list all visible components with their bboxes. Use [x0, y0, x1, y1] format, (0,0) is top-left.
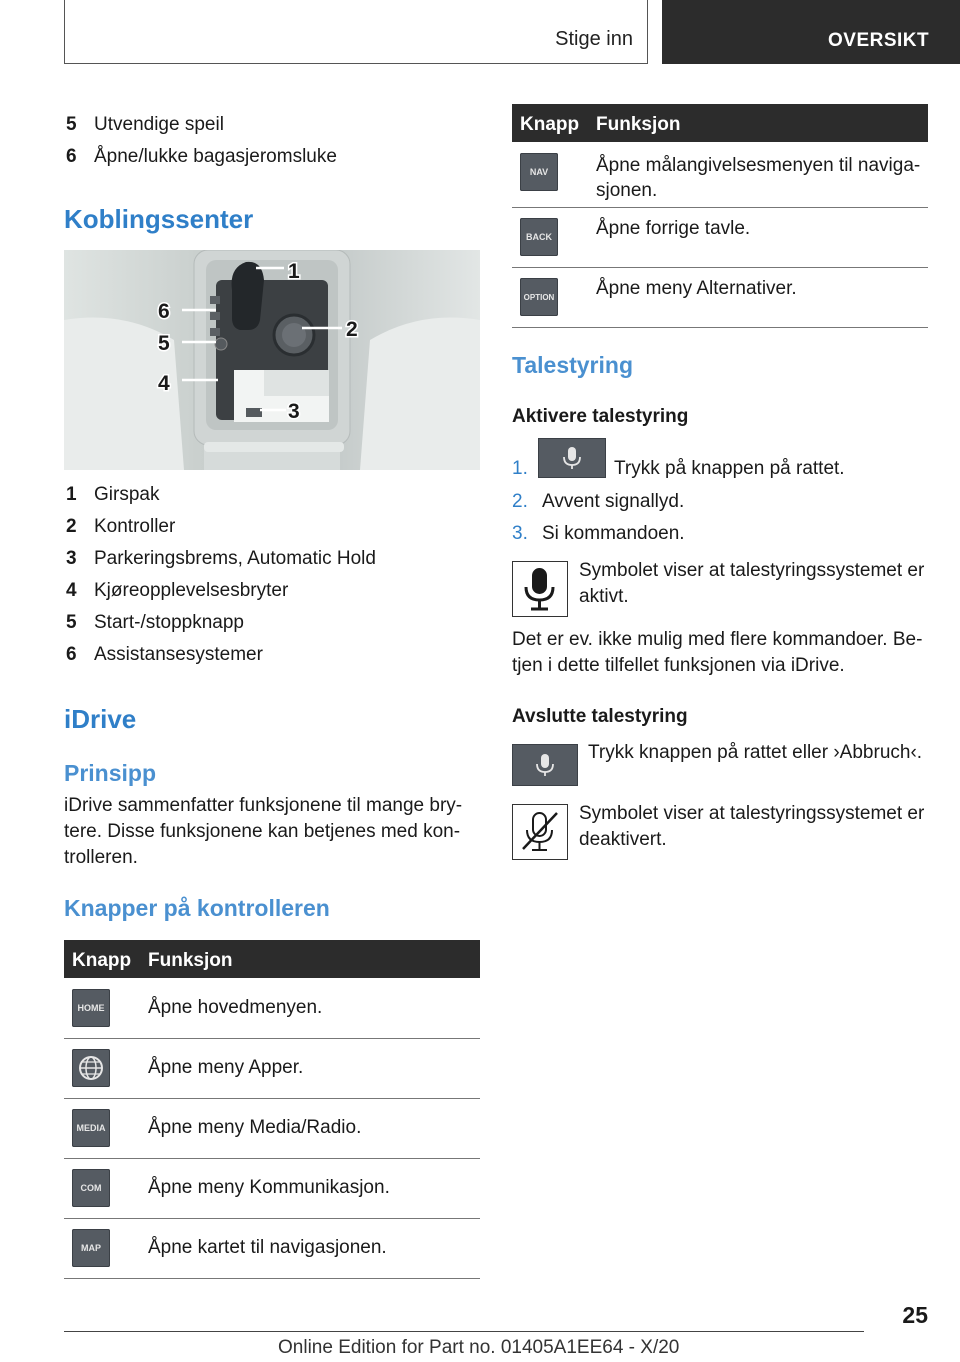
idrive-heading: iDrive: [64, 704, 137, 734]
table-cell: Åpne hovedmenyen.: [148, 997, 323, 1018]
prinsipp-heading: Prinsipp: [64, 760, 157, 786]
text-line: deaktivert.: [579, 829, 667, 850]
callout-3: 3: [288, 400, 300, 423]
cell-line: sjonen.: [596, 180, 658, 201]
step-text: Trykk på knappen på rattet.: [614, 458, 845, 479]
callout-1: 1: [288, 260, 300, 283]
list-number: 4: [66, 580, 77, 601]
list-text: Start-/stoppknapp: [94, 612, 244, 633]
center-console-photo: [64, 250, 480, 470]
col-header-knapp: Knapp: [520, 114, 580, 135]
page-number: 25: [902, 1302, 928, 1328]
callout-6: 6: [158, 300, 170, 323]
talestyring-heading: Talestyring: [512, 352, 633, 378]
com-button-icon: COM: [72, 1169, 110, 1207]
table-cell: Åpne meny Apper.: [148, 1057, 304, 1078]
body-line: trolleren.: [64, 847, 138, 868]
header-chapter-tab[interactable]: [64, 0, 648, 64]
list-number: 2: [66, 516, 77, 537]
table-row: [64, 979, 480, 1039]
step-text: Avvent signallyd.: [542, 491, 685, 512]
table-cell: Åpne meny Alternativer.: [596, 278, 797, 299]
table-cell: Åpne meny Media/Radio.: [148, 1117, 362, 1138]
callout-5: 5: [158, 332, 170, 355]
table-row: [512, 268, 928, 328]
steering-mic-button-icon: [512, 744, 578, 786]
map-button-icon: MAP: [72, 1229, 110, 1267]
text-line: Det er ev. ikke mulig med flere kommandoer. Be-: [512, 629, 923, 650]
list-text: Parkeringsbrems, Automatic Hold: [94, 548, 376, 569]
footer-divider: [64, 1331, 864, 1332]
step-number: 1.: [512, 458, 528, 479]
list-number: 6: [66, 146, 77, 167]
knapper-heading: Knapper på kontrolleren: [64, 895, 330, 921]
header-section-label: OVERSIKT: [828, 30, 930, 51]
microphone-active-icon: [512, 561, 568, 617]
table-header: [512, 104, 928, 142]
table-row: [512, 208, 928, 268]
table-header: [64, 940, 480, 978]
body-line: tere. Disse funksjonene kan betjenes med kon-: [64, 821, 461, 842]
media-button-icon: MEDIA: [72, 1109, 110, 1147]
nav-button-icon: NAV: [520, 153, 558, 191]
table-row: [64, 1039, 480, 1099]
list-number: 3: [66, 548, 77, 569]
aktivere-heading: Aktivere talestyring: [512, 406, 689, 427]
step-number: 2.: [512, 491, 528, 512]
col-header-knapp: Knapp: [72, 950, 132, 971]
header-chapter-label: Stige inn: [555, 28, 633, 50]
table-row: [512, 143, 928, 208]
list-text: Kontroller: [94, 516, 176, 537]
step-text: Si kommandoen.: [542, 523, 685, 544]
list-text: Girspak: [94, 484, 160, 505]
option-button-icon: OPTION: [520, 278, 558, 316]
idrive-body: [64, 793, 474, 871]
callout-2: 2: [346, 318, 358, 341]
table-row: [64, 1099, 480, 1159]
footer-edition[interactable]: Online Edition for Part no. 01405A1EE64 - X/20: [278, 1337, 680, 1358]
table-cell: Åpne forrige tavle.: [596, 218, 751, 239]
table-cell: Åpne kartet til navigasjonen.: [148, 1237, 387, 1258]
text-line: tjen i dette tilfellet funksjonen via iDrive.: [512, 655, 845, 676]
back-button-icon: BACK: [520, 218, 558, 256]
symbol-inactive-text: [579, 801, 924, 853]
list-number: 1: [66, 484, 77, 505]
step-number: 3.: [512, 523, 528, 544]
table-row: [64, 1219, 480, 1279]
koblingssenter-heading: Koblingssenter: [64, 204, 254, 234]
list-text: Kjøreopplevelsesbryter: [94, 580, 289, 601]
text-line: Symbolet viser at talestyringssystemet er: [579, 803, 925, 824]
cell-line: Åpne målangivelsesmenyen til naviga-: [596, 155, 921, 176]
globe-icon: [72, 1049, 110, 1087]
col-header-funksjon: Funksjon: [148, 950, 233, 971]
list-text: Åpne/lukke bagasjeromsluke: [94, 146, 337, 167]
table-cell: [596, 153, 920, 203]
table-cell: Åpne meny Kommunikasjon.: [148, 1177, 390, 1198]
list-number: 5: [66, 612, 77, 633]
text-line: aktivt.: [579, 586, 629, 607]
microphone-off-icon: [512, 804, 568, 860]
steering-mic-button-icon: [538, 438, 606, 478]
list-text: Assistansesystemer: [94, 644, 263, 665]
table-row: [64, 1159, 480, 1219]
header-section-tab[interactable]: [662, 0, 960, 64]
symbol-active-text: [579, 558, 924, 610]
avslutte-heading: Avslutte talestyring: [512, 706, 688, 727]
list-number: 5: [66, 114, 77, 135]
col-header-funksjon: Funksjon: [596, 114, 681, 135]
note-text: [512, 627, 922, 679]
body-line: iDrive sammenfatter funksjonene til mange bry-: [64, 795, 463, 816]
end-text: Trykk knappen på rattet eller ›Abbruch‹.: [588, 742, 923, 763]
list-number: 6: [66, 644, 77, 665]
callout-4: 4: [158, 372, 170, 395]
text-line: Symbolet viser at talestyringssystemet er: [579, 560, 925, 581]
home-button-icon: HOME: [72, 989, 110, 1027]
list-text: Utvendige speil: [94, 114, 224, 135]
